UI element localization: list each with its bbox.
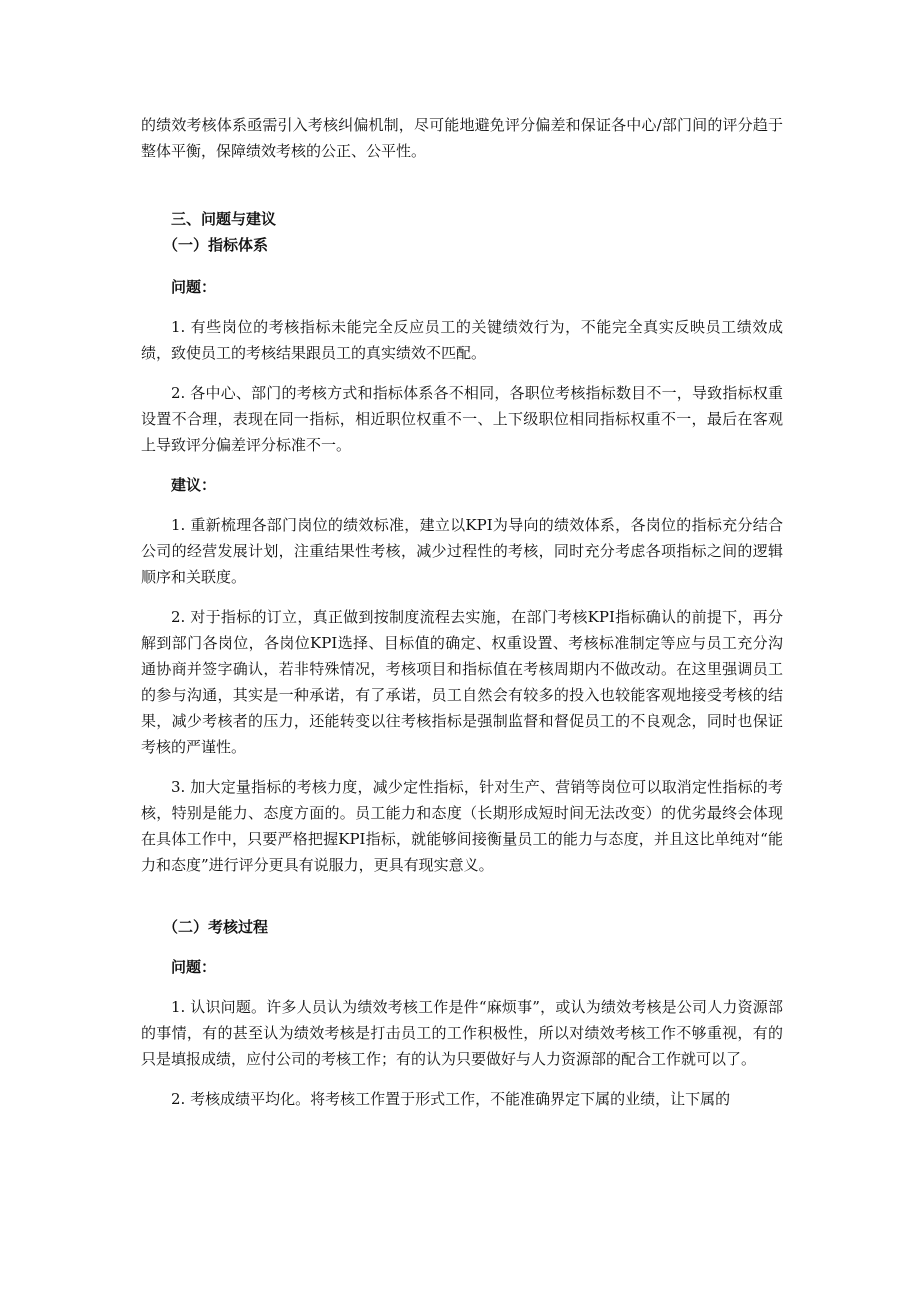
- section-heading: 三、问题与建议: [171, 210, 277, 228]
- spacer: [141, 760, 783, 774]
- spacer: [141, 458, 783, 472]
- intro-continuation-paragraph: 的绩效考核体系亟需引入考核纠偏机制，尽可能地避免评分偏差和保证各中心/部门间的评分趋于整体平衡，保障绩效考核的公正、公平性。: [141, 116, 783, 160]
- spacer: [141, 366, 783, 380]
- spacer: [141, 590, 783, 604]
- suggestions-label: 建议：: [171, 476, 217, 494]
- spacer: [141, 878, 783, 914]
- spacer: [141, 258, 783, 274]
- problem-paragraph: 1. 有些岗位的考核指标未能完全反应员工的关键绩效行为，不能完全真实反映员工绩效成绩，致使员工的考核结果跟员工的真实绩效不匹配。: [141, 318, 783, 362]
- spacer: [141, 300, 783, 314]
- problems-label: 问题：: [171, 278, 217, 296]
- spacer: [141, 498, 783, 512]
- document-page: [141, 112, 783, 1112]
- spacer: [141, 1072, 783, 1086]
- spacer: [141, 980, 783, 994]
- suggestion-paragraph: 2. 对于指标的订立，真正做到按制度流程去实施，在部门考核KPI指标确认的前提下，再分解到部门各岗位，各岗位KPI选择、目标值的确定、权重设置、考核标准制定等应与员工充分沟通协商并签字确认，若非特殊情况，考核项目和指标值在考核周期内不做改动。在这里强调员工的参与沟通，其实是一种承诺，有了承诺，员工自然会有较多的投入也较能客观地接受考核的结果，减少考核者的压力，还能转变以往考核指标是强制监督和督促员工的不良观念，同时也保证考核的严谨性。: [141, 608, 783, 756]
- subsection-heading-indicator-system: （一）指标体系: [163, 236, 269, 254]
- spacer: [141, 164, 783, 206]
- suggestion-paragraph: 1. 重新梳理各部门岗位的绩效标准，建立以KPI为导向的绩效体系，各岗位的指标充分结合公司的经营发展计划，注重结果性考核，减少过程性的考核，同时充分考虑各项指标之间的逻辑顺序和关联度。: [141, 516, 783, 586]
- problem-paragraph: 2. 各中心、部门的考核方式和指标体系各不相同，各职位考核指标数目不一，导致指标权重设置不合理，表现在同一指标，相近职位权重不一、上下级职位相同指标权重不一，最后在客观上导致评分偏差评分标准不一。: [141, 384, 783, 454]
- problems-label: 问题：: [171, 958, 217, 976]
- problem-paragraph: 2. 考核成绩平均化。将考核工作置于形式工作，不能准确界定下属的业绩，让下属的: [171, 1090, 731, 1108]
- problem-paragraph: 1. 认识问题。许多人员认为绩效考核工作是件“麻烦事”，或认为绩效考核是公司人力资源部的事情，有的甚至认为绩效考核是打击员工的工作积极性，所以对绩效考核工作不够重视，有的只是填报成绩，应付公司的考核工作；有的认为只要做好与人力资源部的配合工作就可以了。: [141, 998, 783, 1068]
- spacer: [141, 940, 783, 954]
- subsection-heading-assessment-process: （二）考核过程: [163, 918, 269, 936]
- suggestion-paragraph: 3. 加大定量指标的考核力度，减少定性指标，针对生产、营销等岗位可以取消定性指标的考核，特别是能力、态度方面的。员工能力和态度（长期形成短时间无法改变）的优劣最终会体现在具体工作中，只要严格把握KPI指标，就能够间接衡量员工的能力与态度，并且这比单纯对“能力和态度”进行评分更具有说服力，更具有现实意义。: [141, 778, 783, 874]
